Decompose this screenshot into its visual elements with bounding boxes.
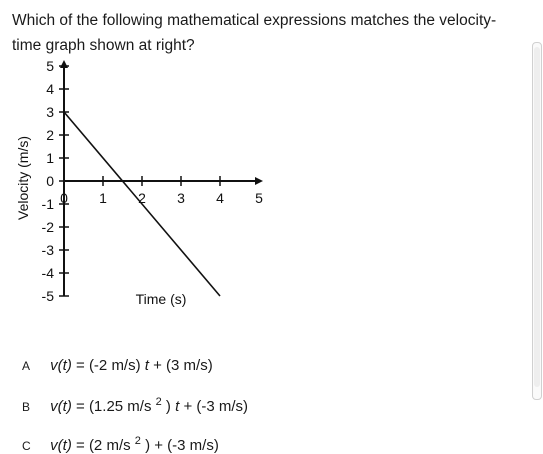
- x-axis-label: Time (s): [135, 291, 187, 307]
- choice-b-mid2: ): [161, 398, 176, 415]
- x-tick-label: 2: [138, 190, 146, 206]
- x-tick-label: 4: [216, 190, 224, 206]
- y-axis-arrow: [60, 60, 68, 68]
- x-tick-label: 1: [99, 190, 107, 206]
- choice-a-post: + (3 m/s): [148, 357, 213, 374]
- y-tick-label: -4: [41, 265, 54, 281]
- y-tick-label: -2: [41, 219, 54, 235]
- choice-c-exponent: 2: [134, 435, 141, 447]
- choice-b-mid: = (1.25 m/s: [71, 398, 156, 415]
- y-tick-label: -3: [41, 242, 54, 258]
- choice-c-mid: = (2 m/s: [71, 437, 135, 454]
- scrollbar-thumb[interactable]: [534, 47, 540, 387]
- question-text: Which of the following mathematical expressions matches the velocity-time graph shown at right?: [12, 12, 497, 54]
- choice-letter-a: A: [22, 359, 31, 373]
- x-tick-label: 0: [60, 190, 68, 206]
- answer-choice-a[interactable]: [22, 357, 213, 374]
- y-tick-label: 5: [46, 58, 54, 74]
- choice-a-mid: = (-2 m/s): [71, 357, 145, 374]
- choice-b-exponent: 2: [155, 396, 162, 408]
- x-tick-label: 3: [177, 190, 185, 206]
- y-tick-label: 4: [46, 81, 54, 97]
- answer-choice-c[interactable]: [22, 435, 219, 454]
- answer-choice-b[interactable]: [22, 396, 248, 415]
- y-tick-label: 1: [46, 150, 54, 166]
- velocity-line: [64, 112, 220, 296]
- y-tick-label: -1: [41, 196, 54, 212]
- x-tick-label: 5: [255, 190, 263, 206]
- choice-b-function: v(t): [50, 398, 72, 415]
- choice-letter-b: B: [22, 400, 31, 414]
- choice-a-function: v(t): [50, 357, 72, 374]
- choice-letter-c: C: [22, 439, 31, 453]
- y-tick-label: 3: [46, 104, 54, 120]
- scrollbar[interactable]: [532, 42, 542, 400]
- choice-b-post: + (-3 m/s): [179, 398, 249, 415]
- x-axis-arrow: [255, 177, 263, 185]
- choice-c-mid2: ) + (-3 m/s): [140, 437, 219, 454]
- chart-axes: [60, 60, 263, 296]
- chart-series: [64, 112, 220, 296]
- choice-a-t: t: [144, 357, 149, 374]
- y-tick-label: 2: [46, 127, 54, 143]
- y-axis-label: Velocity (m/s): [15, 135, 31, 221]
- choice-b-t: t: [175, 398, 180, 415]
- y-tick-label: 0: [46, 173, 54, 189]
- choice-c-function: v(t): [50, 437, 72, 454]
- y-tick-label: -5: [41, 288, 54, 304]
- velocity-time-graph: [8, 52, 278, 312]
